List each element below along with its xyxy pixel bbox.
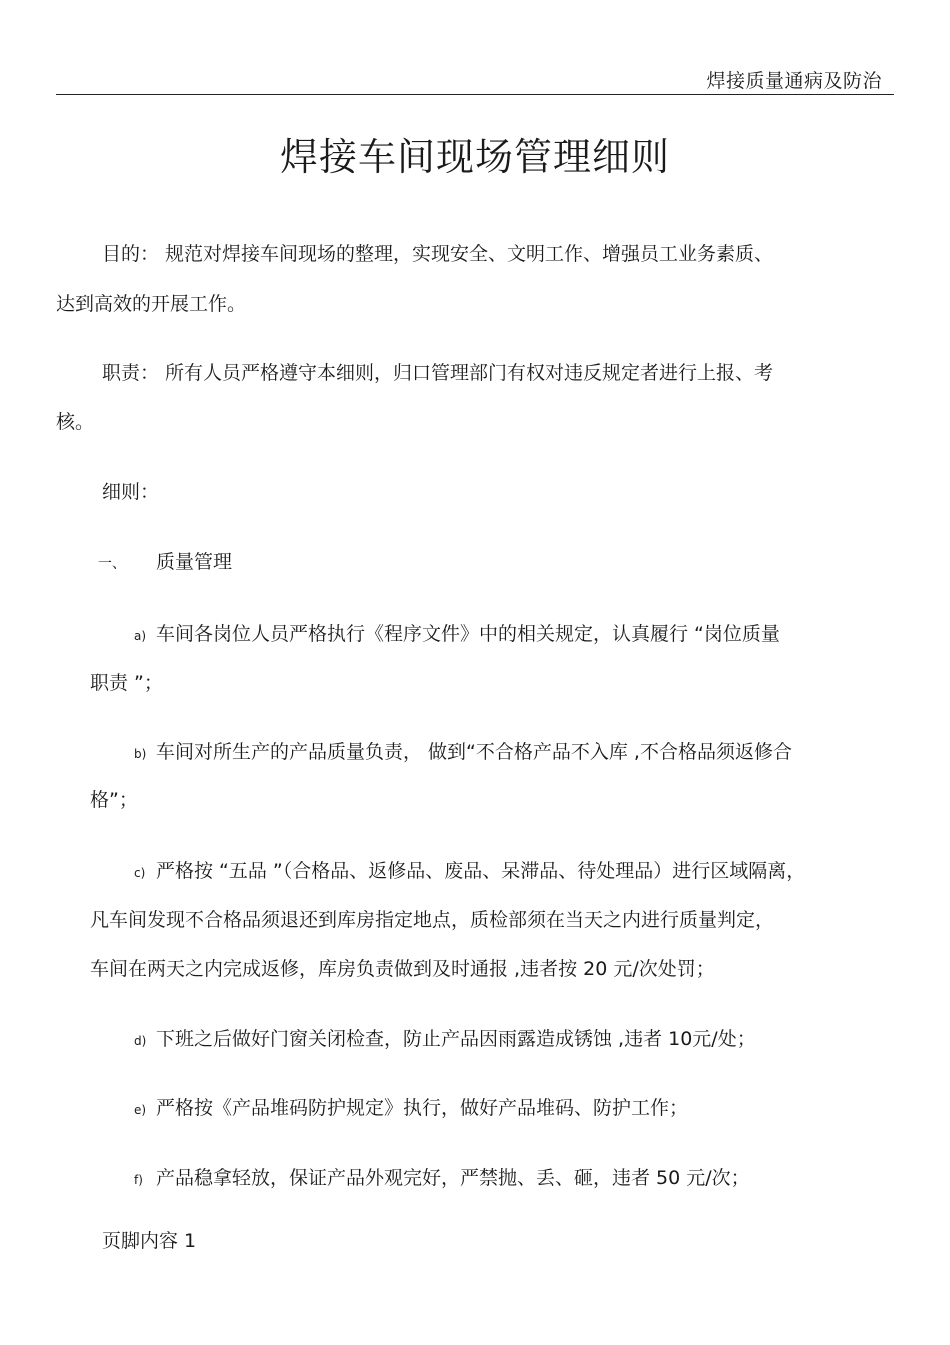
item-f-marker: f) xyxy=(134,1173,143,1187)
item-c-line-3: 车间在两天之内完成返修，库房负责做到及时通报 ,违者按 20 元/次处罚； xyxy=(90,958,715,980)
duty-line-2: 核。 xyxy=(56,411,95,433)
page-footer: 页脚内容 1 xyxy=(102,1230,197,1252)
purpose-line-2: 达到高效的开展工作。 xyxy=(56,293,247,315)
duty-line-1: 职责： 所有人员严格遵守本细则，归口管理部门有权对违反规定者进行上报、考 xyxy=(102,362,774,384)
running-header: 焊接质量通病及防治 xyxy=(706,70,882,92)
item-b-marker: b) xyxy=(134,747,147,761)
list-item xyxy=(134,625,780,644)
item-e-marker: e) xyxy=(134,1103,147,1117)
item-a-line-1: 车间各岗位人员严格执行《程序文件》中的相关规定，认真履行 “岗位质量 xyxy=(156,623,780,645)
list-item xyxy=(134,743,792,762)
item-a-marker: a) xyxy=(134,629,147,643)
list-item xyxy=(134,1030,756,1049)
list-item xyxy=(134,1099,688,1118)
purpose-line-1: 目的： 规范对焊接车间现场的整理，实现安全、文明工作、增强员工业务素质、 xyxy=(102,243,774,265)
item-f-line-1: 产品稳拿轻放，保证产品外观完好，严禁抛、丢、砸，违者 50 元/次； xyxy=(156,1167,750,1189)
rules-heading: 细则： xyxy=(102,481,160,503)
item-c-line-2: 凡车间发现不合格品须退还到库房指定地点，质检部须在当天之内进行质量判定， xyxy=(90,909,775,931)
item-c-line-1: 严格按 “五品 ”（合格品、返修品、废品、呆滞品、待处理品）进行区域隔离， xyxy=(156,860,806,882)
item-a-line-2: 职责 ”； xyxy=(90,672,163,694)
section-1-title: 质量管理 xyxy=(156,551,233,573)
item-e-line-1: 严格按《产品堆码防护规定》执行，做好产品堆码、防护工作； xyxy=(156,1097,689,1119)
item-b-line-2: 格”； xyxy=(90,789,138,811)
item-c-marker: c) xyxy=(134,866,146,880)
item-d-marker: d) xyxy=(134,1034,147,1048)
header-divider xyxy=(56,94,894,95)
section-number xyxy=(98,553,126,572)
item-d-line-1: 下班之后做好门窗关闭检查，防止产品因雨露造成锈蚀 ,违者 10元/处； xyxy=(156,1028,756,1050)
section-1-number: 一、 xyxy=(98,556,126,572)
item-b-line-1: 车间对所生产的产品质量负责， 做到“不合格产品不入库 ,不合格品须返修合 xyxy=(156,741,792,763)
list-item xyxy=(134,1169,750,1188)
list-item xyxy=(134,862,805,881)
page-title: 焊接车间现场管理细则 xyxy=(279,135,670,179)
